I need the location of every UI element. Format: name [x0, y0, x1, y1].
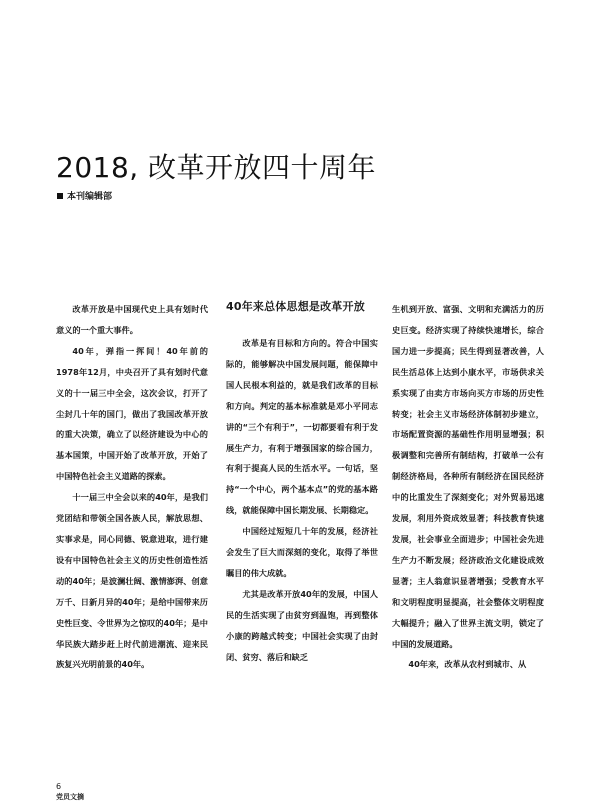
paragraph: 十一届三中全会以来的40年，是我们党团结和带领全国各族人民，解放思想、实事求是，同心同德、锐意进取，进行建设有中国特色社会主义的历史性创造性活动的40年；是波澜壮阔、激情澎湃、创意万千、日新月异的40年；是给中国带来历史性巨变、令世界为之惊叹的40年；是中华民族大踏步赶上时代前进潮流、迎来民族复兴光明前景的40年。: [56, 492, 208, 670]
section-heading: 40年来总体思想是改革开放: [226, 300, 365, 313]
article-title: 2018, 改革开放四十周年: [56, 151, 377, 184]
paragraph-continuation: 生机到开放、富强、文明和充满活力的历史巨变。经济实现了持续快速增长，综合国力进一步提高；民生得到显著改善，人民生活总体上达到小康水平，市场供求关系实现了由卖方市场向买方市场的历史性转变；社会主义市场经济体制初步建立，市场配置资源的基础性作用明显增强；积极调整和完善所有制结构，打破单一公有制经济格局，各种所有制经济在国民经济中的比重发生了深刻变化；对外贸易迅速发展，利用外资成效显著；科技教育快速发展，社会事业全面进步；中国社会先进生产力不断发展；经济政治文化建设成效显著；主人翁意识显著增强；受教育水平和文明程度明显提高，社会整体文明程度大幅提升；融入了世界主流文明，锁定了中国的发展道路。: [392, 304, 544, 649]
paragraph: 40年来，改革从农村到城市、从: [408, 659, 527, 670]
text-column-1: [56, 299, 208, 675]
byline: [57, 189, 112, 202]
paragraph: 40年，弹指一挥间！40年前的1978年12月，中央召开了具有划时代意义的十一届三中全会，这次会议，打开了尘封几十年的国门，做出了我国改革开放的重大决策，确立了以经济建设为中心的基本国策，中国开始了改革开放，开始了中国特色社会主义道路的探索。: [56, 345, 208, 482]
page-number: 6: [56, 782, 62, 791]
paragraph: 中国经过短短几十年的发展，经济社会发生了巨大而深刻的变化，取得了举世瞩目的伟大成就。: [226, 526, 378, 578]
paragraph: 改革开放是中国现代史上具有划时代意义的一个重大事件。: [56, 304, 208, 335]
magazine-name: 党员文摘: [56, 793, 84, 801]
byline-text: 本刊编辑部: [67, 192, 113, 202]
text-column-2: [226, 299, 378, 668]
square-bullet-icon: [57, 193, 63, 199]
text-column-3: [392, 299, 544, 675]
paragraph: 改革是有目标和方向的。符合中国实际的，能够解决中国发展问题，能保障中国人民根本利益的，就是我们改革的目标和方向。判定的基本标准就是邓小平同志讲的“三个有利于”，一切都要看有利于发展生产力，有利于增强国家的综合国力，有利于提高人民的生活水平。一句话，坚持“一个中心，两个基本点”的党的基本路线，就能保障中国长期发展、长期稳定。: [226, 338, 378, 516]
paragraph: 尤其是改革开放40年的发展，中国人民的生活实现了由贫穷到温饱，再到整体小康的跨越式转变；中国社会实现了由封闭、贫穷、落后和缺乏: [226, 588, 378, 662]
